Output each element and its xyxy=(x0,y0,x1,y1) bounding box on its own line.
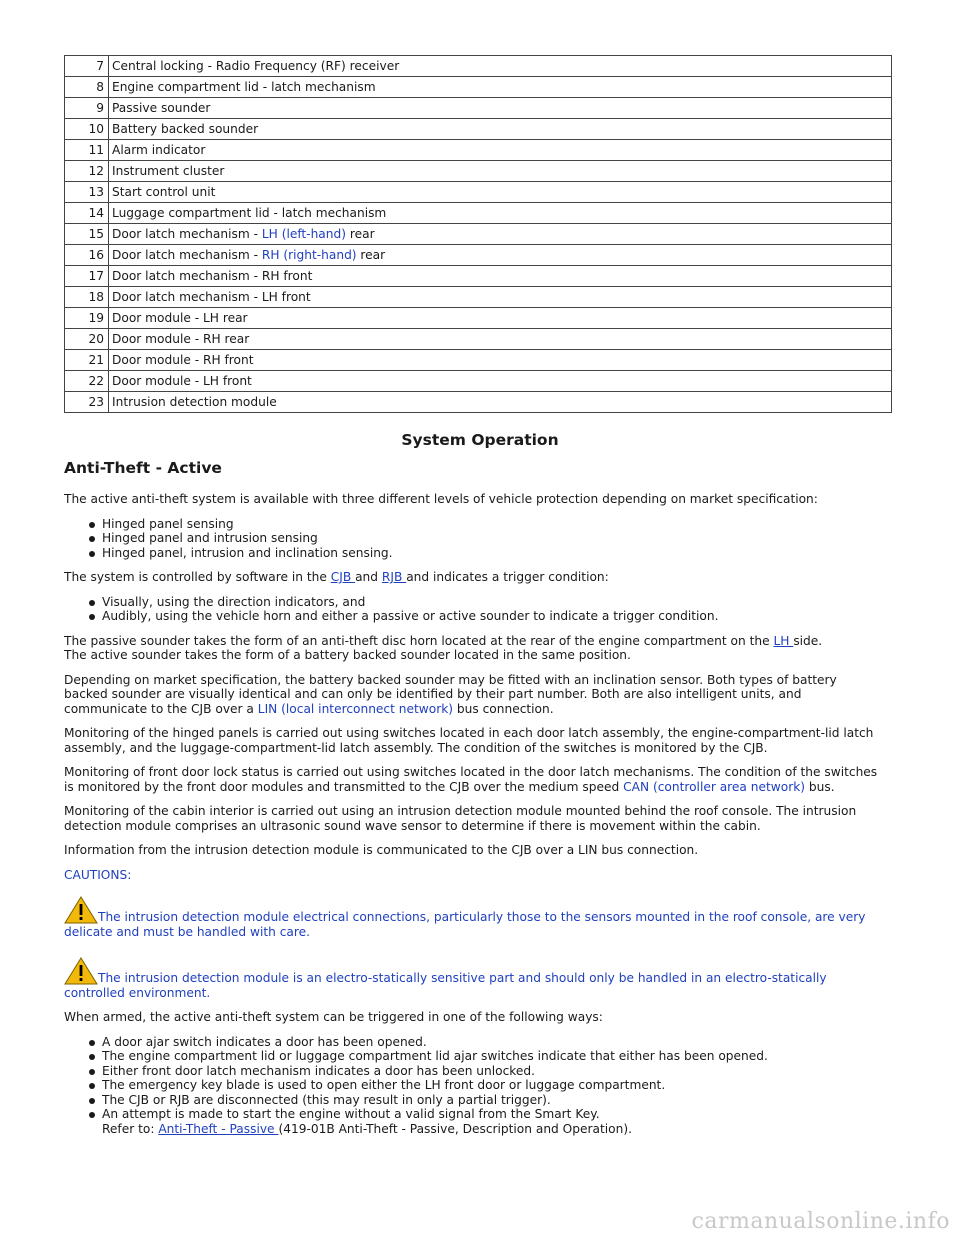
item-number: 23 xyxy=(65,392,109,413)
item-description: Door module - LH front xyxy=(109,371,892,392)
table-row xyxy=(65,182,892,203)
table-row xyxy=(65,245,892,266)
parts-table-body xyxy=(65,56,892,413)
hinged-panels-paragraph: Monitoring of the hinged panels is carried out using switches located in each door latch assembly, the engine-compartment-lid latch assembly, and the luggage-compartment-lid latch assembly. The condition of the switches is monitored by the CJB. xyxy=(64,726,874,755)
intro-paragraph: The active anti-theft system is available with three different levels of vehicle protection depending on market specification: xyxy=(64,492,818,506)
list-item: Either front door latch mechanism indicates a door has been unlocked. xyxy=(102,1064,884,1079)
item-number: 8 xyxy=(65,77,109,98)
market-paragraph: Depending on market specification, the battery backed sounder may be fitted with an inclination sensor. Both types of battery backed sounder are visually identical and can only be identified by their part number. Both are also intelligent units, and communicate to the CJB over a LIN (local interconnect network) bus connection. xyxy=(64,672,837,716)
abbreviation-term: LH (left-hand) xyxy=(261,227,346,241)
armed-paragraph: When armed, the active anti-theft system can be triggered in one of the following ways: xyxy=(64,1010,603,1024)
triggers-list xyxy=(64,1035,884,1137)
item-number: 22 xyxy=(65,371,109,392)
can-term: CAN (controller area network) xyxy=(623,779,806,794)
table-row xyxy=(65,224,892,245)
table-row xyxy=(65,266,892,287)
table-row xyxy=(65,308,892,329)
lin-term: LIN (local interconnect network) xyxy=(257,701,454,716)
info-paragraph: Information from the intrusion detection module is communicated to the CJB over a LIN bus connection. xyxy=(64,843,699,857)
list-item: Hinged panel and intrusion sensing xyxy=(102,531,884,546)
body-text xyxy=(64,492,884,1146)
section-heading-anti-theft-active: Anti-Theft - Active xyxy=(64,459,222,477)
table-row xyxy=(65,77,892,98)
table-row xyxy=(65,98,892,119)
protection-levels-list xyxy=(64,517,884,561)
item-description: Door latch mechanism - LH (left-hand) rear xyxy=(109,224,892,245)
item-number: 14 xyxy=(65,203,109,224)
item-number: 19 xyxy=(65,308,109,329)
item-description: Door module - RH front xyxy=(109,350,892,371)
list-item: Audibly, using the vehicle horn and either a passive or active sounder to indicate a trigger condition. xyxy=(102,609,884,624)
table-row xyxy=(65,392,892,413)
parts-table xyxy=(64,55,892,413)
passive-sounder-paragraph: The passive sounder takes the form of an anti-theft disc horn located at the rear of the engine compartment on the LH side. The active sounder takes the form of a battery backed sounder located in the same position. xyxy=(64,633,823,662)
table-row xyxy=(65,161,892,182)
item-description: Door latch mechanism - RH front xyxy=(109,266,892,287)
list-item: Visually, using the direction indicators, and xyxy=(102,595,884,610)
caution-1: The intrusion detection module electrical connections, particularly those to the sensors mounted in the roof console, are very delicate and must be handled with care. xyxy=(64,896,884,939)
list-item: The CJB or RJB are disconnected (this may result in only a partial trigger). xyxy=(102,1093,884,1108)
warning-icon xyxy=(64,896,98,924)
item-number: 10 xyxy=(65,119,109,140)
item-description: Battery backed sounder xyxy=(109,119,892,140)
list-item: Hinged panel sensing xyxy=(102,517,884,532)
table-row xyxy=(65,56,892,77)
warning-icon xyxy=(64,957,98,985)
list-item: The engine compartment lid or luggage compartment lid ajar switches indicate that either has been opened. xyxy=(102,1049,884,1064)
caution-2: The intrusion detection module is an electro-statically sensitive part and should only be handled in an electro-statically controlled environment. xyxy=(64,957,884,1000)
anti-theft-passive-link[interactable]: Anti-Theft - Passive xyxy=(158,1121,279,1136)
item-description: Alarm indicator xyxy=(109,140,892,161)
rjb-link[interactable]: RJB xyxy=(381,570,407,584)
table-row xyxy=(65,287,892,308)
table-row xyxy=(65,140,892,161)
item-number: 15 xyxy=(65,224,109,245)
item-number: 16 xyxy=(65,245,109,266)
item-description: Luggage compartment lid - latch mechanism xyxy=(109,203,892,224)
item-description: Engine compartment lid - latch mechanism xyxy=(109,77,892,98)
list-item: Hinged panel, intrusion and inclination sensing. xyxy=(102,546,884,561)
list-item: A door ajar switch indicates a door has been opened. xyxy=(102,1035,884,1050)
item-number: 13 xyxy=(65,182,109,203)
item-number: 20 xyxy=(65,329,109,350)
indications-list xyxy=(64,595,884,624)
item-description: Instrument cluster xyxy=(109,161,892,182)
controlled-paragraph: The system is controlled by software in the CJB and RJB and indicates a trigger condition: xyxy=(64,570,609,584)
item-description: Door latch mechanism - RH (right-hand) rear xyxy=(109,245,892,266)
item-description: Central locking - Radio Frequency (RF) receiver xyxy=(109,56,892,77)
item-number: 21 xyxy=(65,350,109,371)
item-description: Door module - RH rear xyxy=(109,329,892,350)
item-number: 7 xyxy=(65,56,109,77)
item-number: 17 xyxy=(65,266,109,287)
list-item: An attempt is made to start the engine without a valid signal from the Smart Key. Refer to: Anti-Theft - Passive (419-01B Anti-Theft - Passive, Description and Operation). xyxy=(102,1107,884,1136)
list-item: The emergency key blade is used to open either the LH front door or luggage compartment. xyxy=(102,1078,884,1093)
table-row xyxy=(65,350,892,371)
abbreviation-term: RH (right-hand) xyxy=(261,248,357,262)
table-row xyxy=(65,371,892,392)
item-number: 12 xyxy=(65,161,109,182)
item-description: Passive sounder xyxy=(109,98,892,119)
lh-link[interactable]: LH xyxy=(773,633,794,648)
item-description: Start control unit xyxy=(109,182,892,203)
cautions-label: CAUTIONS: xyxy=(64,867,132,882)
table-row xyxy=(65,329,892,350)
item-number: 18 xyxy=(65,287,109,308)
table-row xyxy=(65,119,892,140)
item-description: Door latch mechanism - LH front xyxy=(109,287,892,308)
item-description: Intrusion detection module xyxy=(109,392,892,413)
front-door-paragraph: Monitoring of front door lock status is carried out using switches located in the door latch mechanisms. The condition of the switches is monitored by the front door modules and transmitted to the CJB over the medium speed CAN (controller area network) bus. xyxy=(64,765,878,794)
cabin-paragraph: Monitoring of the cabin interior is carried out using an intrusion detection module mounted behind the roof console. The intrusion detection module comprises an ultrasonic sound wave sensor to determine if there is movement within the cabin. xyxy=(64,804,857,833)
item-number: 11 xyxy=(65,140,109,161)
table-row xyxy=(65,203,892,224)
item-number: 9 xyxy=(65,98,109,119)
cjb-link[interactable]: CJB xyxy=(330,570,356,584)
watermark: carmanualsonline.info xyxy=(691,1209,950,1234)
item-description: Door module - LH rear xyxy=(109,308,892,329)
section-heading-system-operation: System Operation xyxy=(401,431,559,449)
